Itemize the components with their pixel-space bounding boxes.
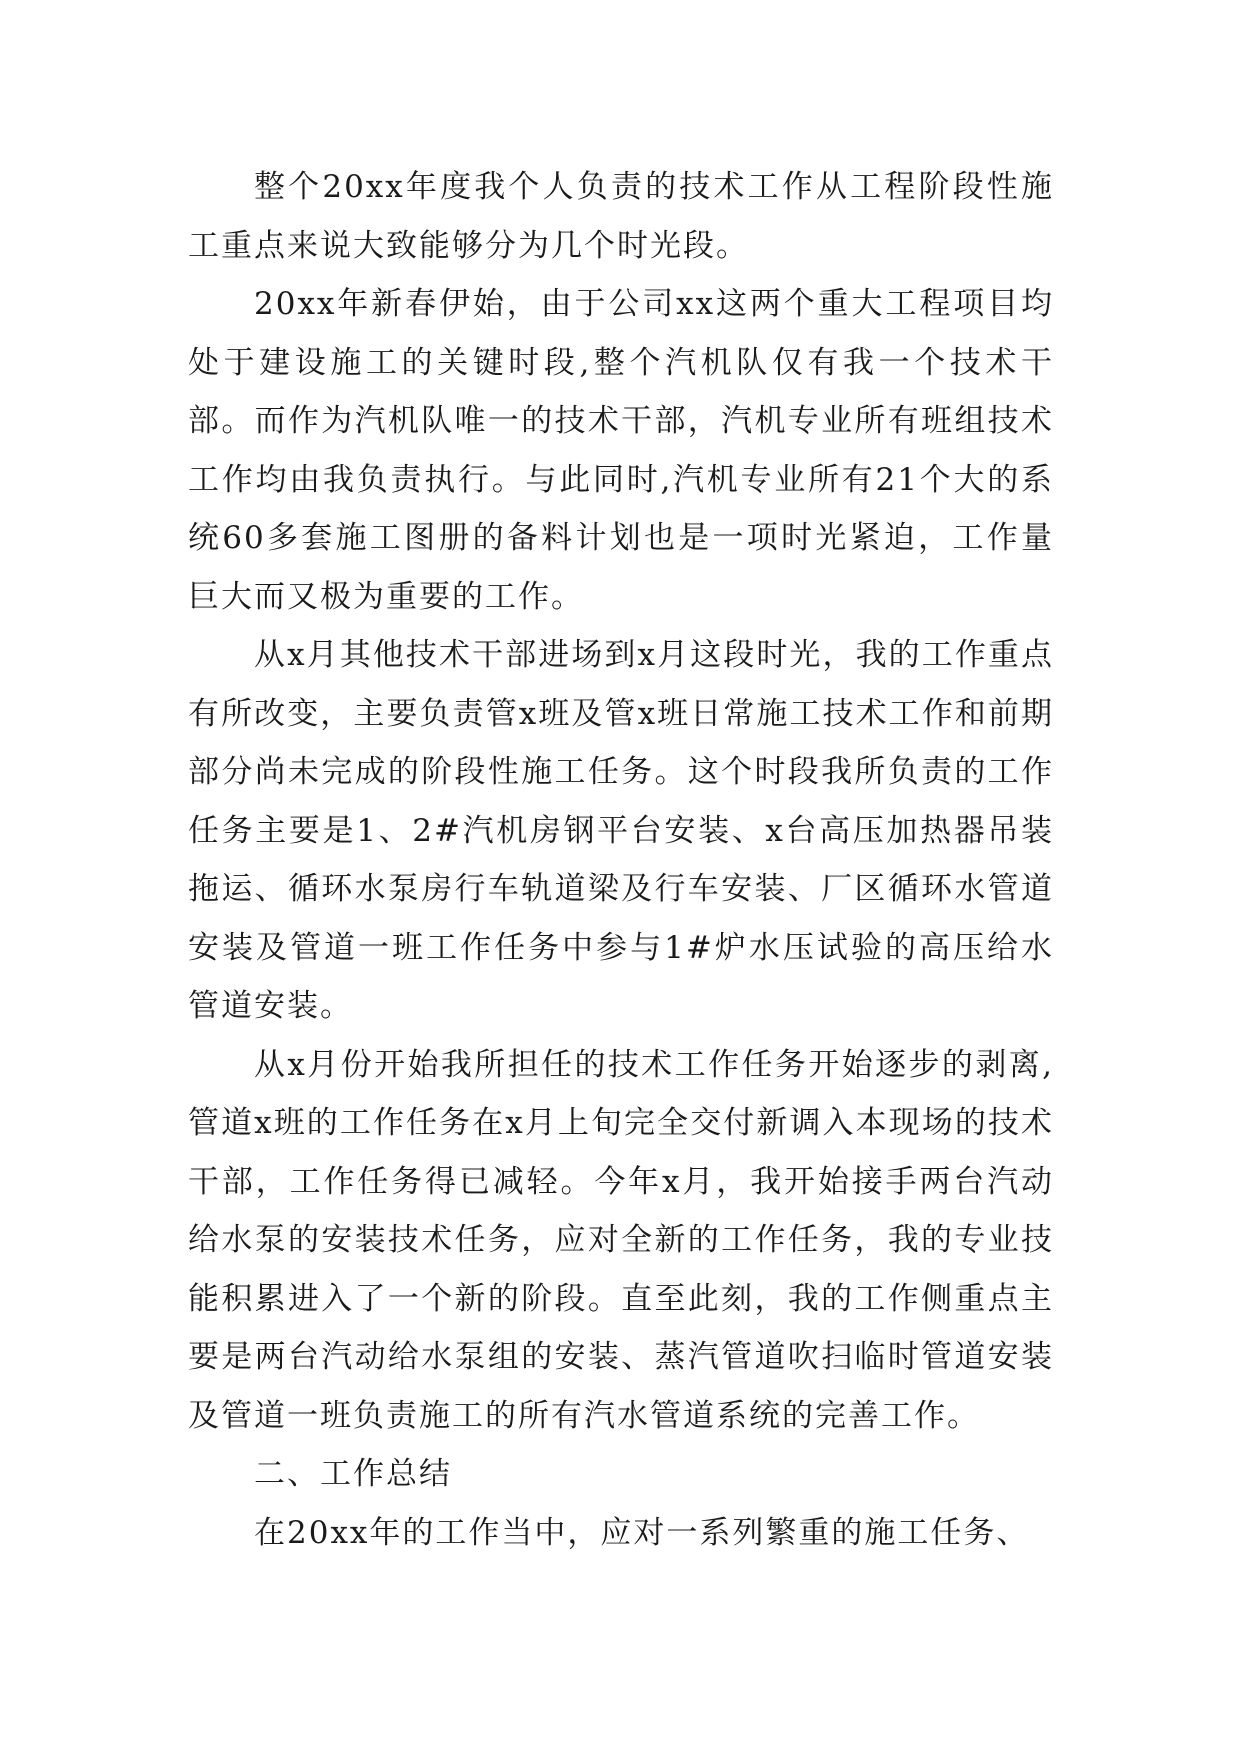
paragraph-2: 20xx年新春伊始，由于公司xx这两个重大工程项目均处于建设施工的关键时段,整个汽机队仅有我一个技术干部。而作为汽机队唯一的技术干部，汽机专业所有班组技术工作均由我负责执行。与此同时,汽机专业所有21个大的系统60多套施工图册的备料计划也是一项时光紧迫，工作量巨大而又极为重要的工作。 [188,286,1054,615]
paragraph-5: 在20xx年的工作当中，应对一系列繁重的施工任务、 [254,1514,1030,1551]
paragraph-3: 从x月其他技术干部进场到x月这段时光，我的工作重点有所改变，主要负责管x班及管x班日常施工技术工作和前期部分尚未完成的阶段性施工任务。这个时段我所负责的工作任务主要是1、2#汽机房钢平台安装、x台高压加热器吊装拖运、循环水泵房行车轨道梁及行车安装、厂区循环水管道安装及管道一班工作任务中参与1#炉水压试验的高压给水管道安装。 [188,637,1054,1024]
section-heading: 二、工作总结 [254,1456,452,1492]
paragraph-1: 整个20xx年度我个人负责的技术工作从工程阶段性施工重点来说大致能够分为几个时光段。 [188,169,1054,264]
paragraph-4: 从x月份开始我所担任的技术工作任务开始逐步的剥离,管道x班的工作任务在x月上旬完全交付新调入本现场的技术干部，工作任务得已减轻。今年x月，我开始接手两台汽动给水泵的安装技术任务，应对全新的工作任务，我的专业技能积累进入了一个新的阶段。直至此刻，我的工作侧重点主要是两台汽动给水泵组的安装、蒸汽管道吹扫临时管道安装及管道一班负责施工的所有汽水管道系统的完善工作。 [188,1046,1054,1434]
document-body [188,158,1054,1562]
